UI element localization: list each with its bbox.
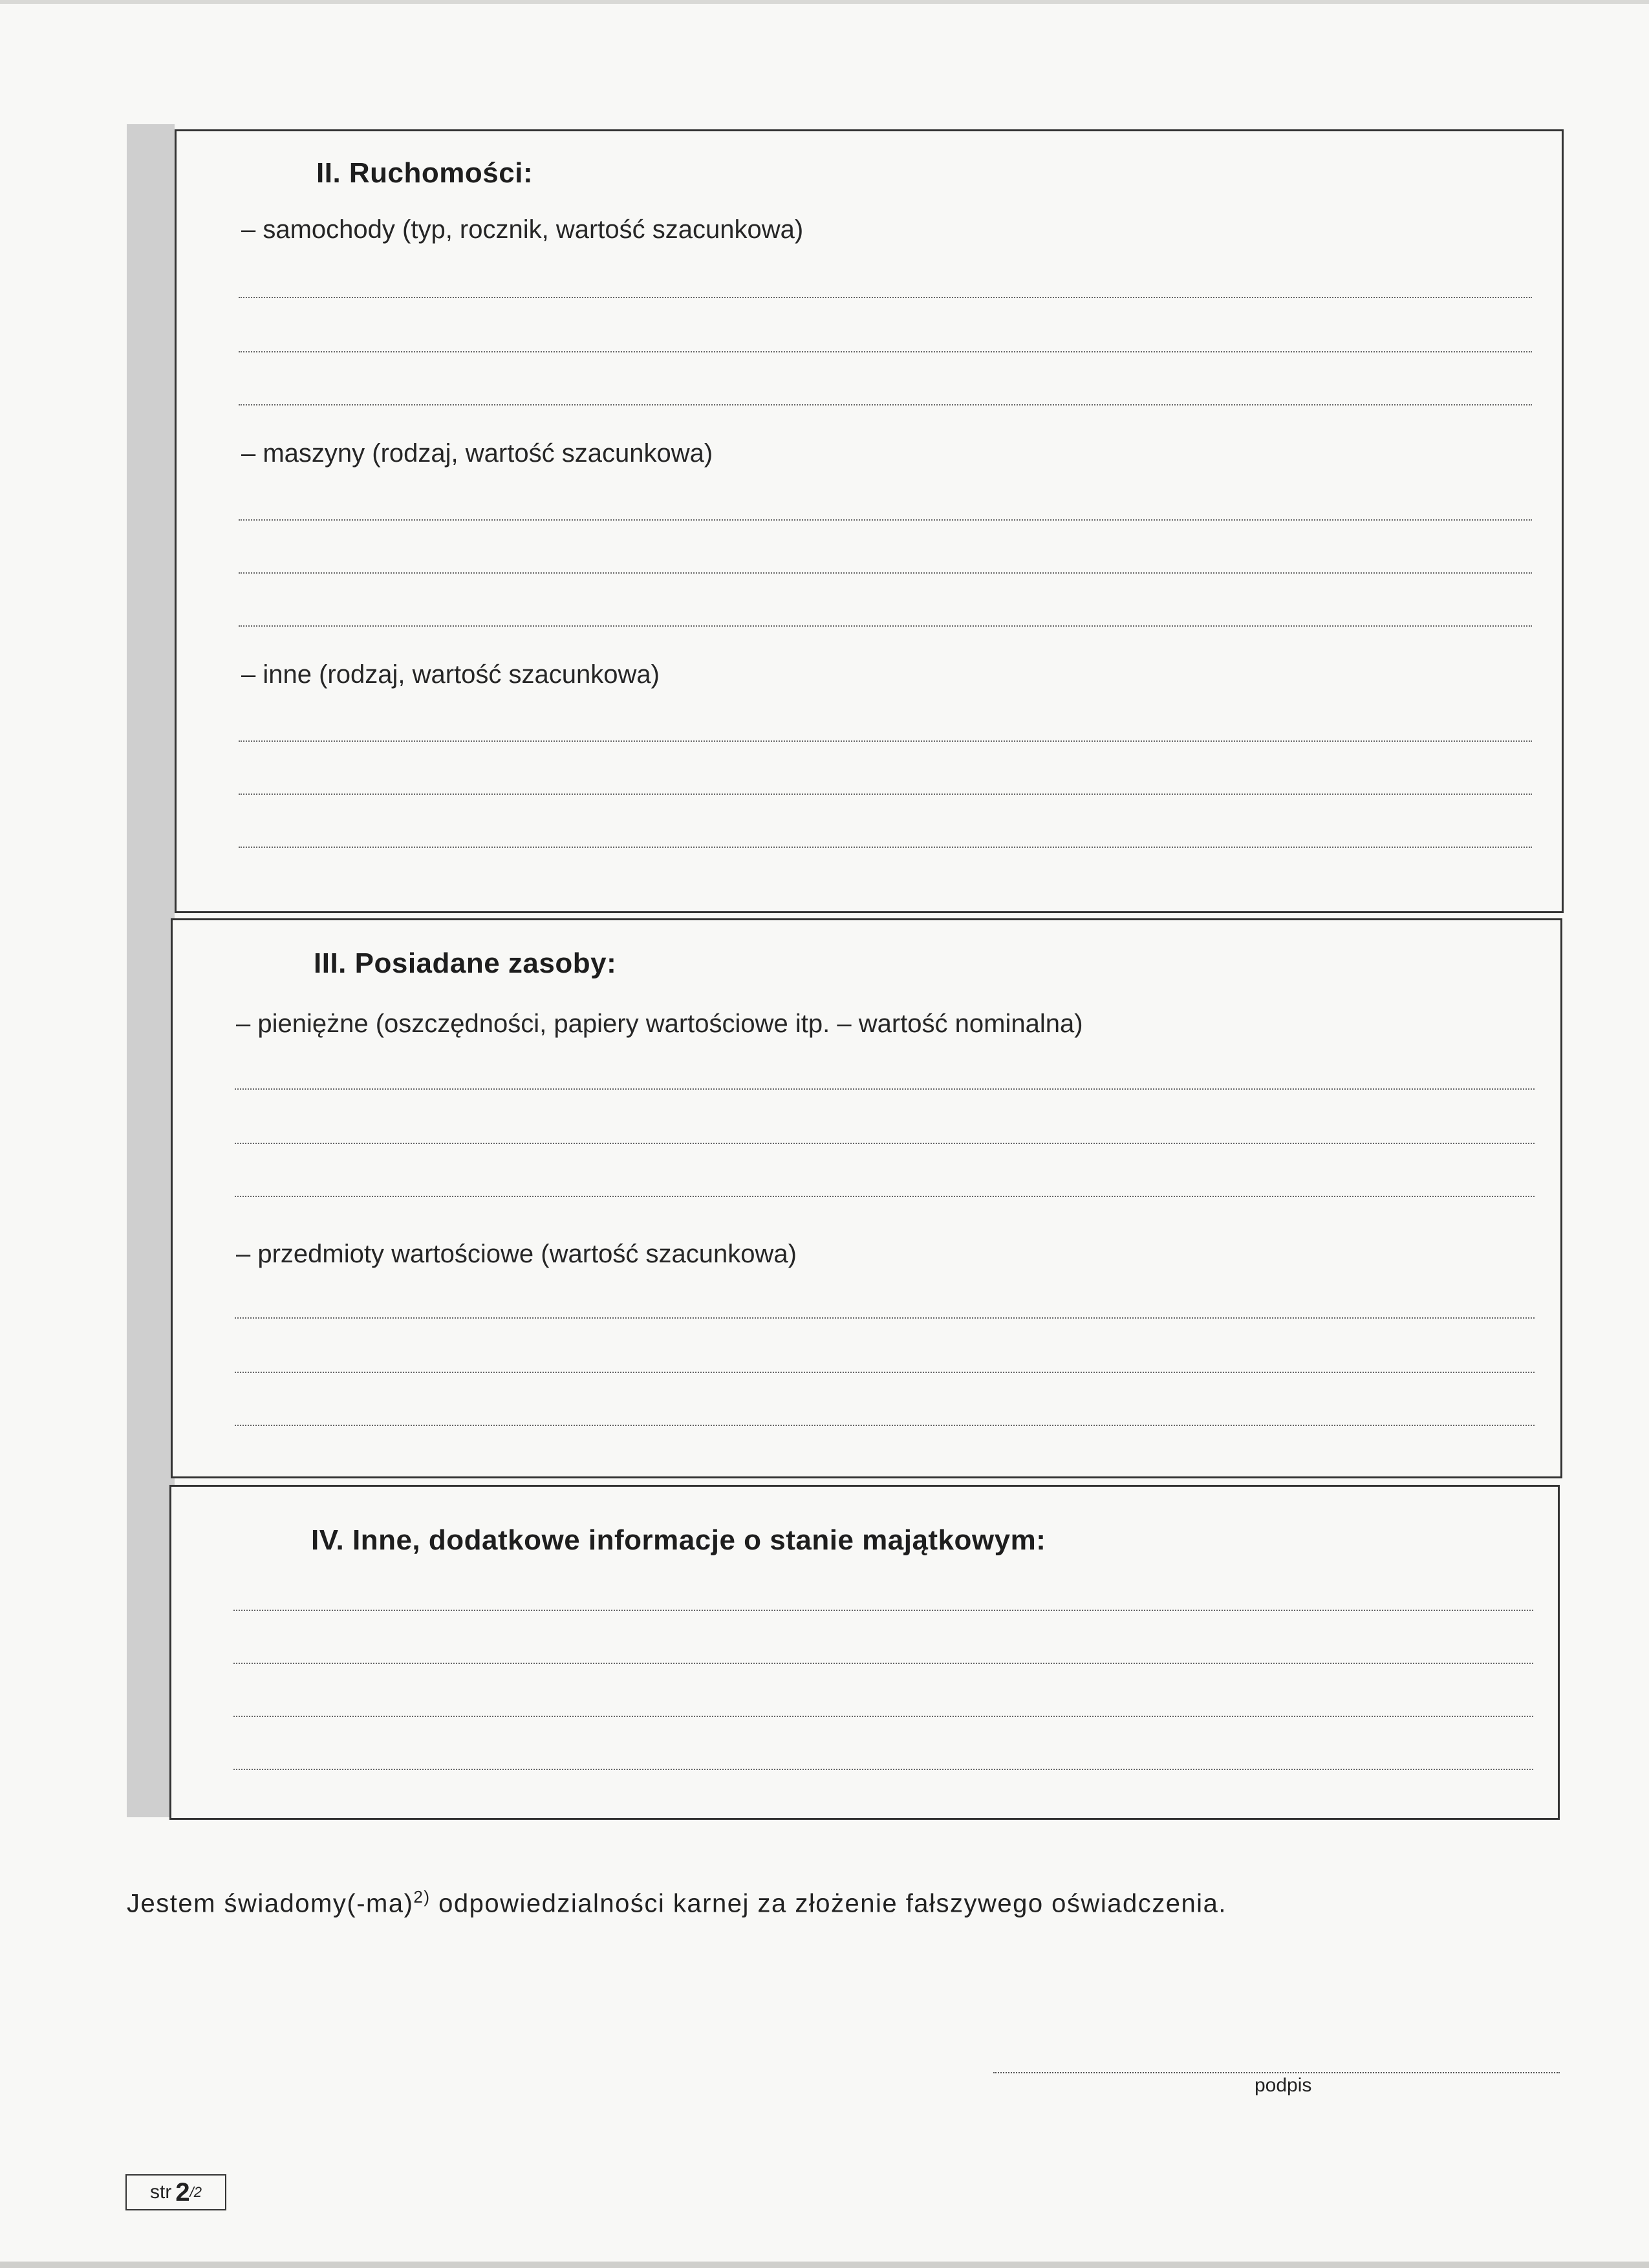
page-number: 2 <box>175 2177 190 2207</box>
section-heading: IV. Inne, dodatkowe informacje o stanie majątkowym: <box>311 1524 1046 1556</box>
answer-line[interactable] <box>235 1425 1535 1426</box>
signature-line[interactable] <box>993 2072 1560 2073</box>
item-other-label: – inne (rodzaj, wartość szacunkowa) <box>241 660 660 689</box>
answer-line[interactable] <box>239 572 1532 574</box>
answer-line[interactable] <box>233 1610 1533 1611</box>
page-prefix: str <box>150 2181 172 2203</box>
page-bottom-edge <box>0 2262 1649 2268</box>
liability-statement <box>127 1887 1227 1918</box>
item-valuables-label: – przedmioty wartościowe (wartość szacunkowa) <box>236 1240 797 1268</box>
answer-line[interactable] <box>233 1716 1533 1717</box>
answer-line[interactable] <box>239 404 1532 405</box>
answer-line[interactable] <box>235 1143 1535 1144</box>
item-cash-label: – pieniężne (oszczędności, papiery wartościowe itp. – wartość nominalna) <box>236 1010 1083 1038</box>
answer-line[interactable] <box>235 1196 1535 1197</box>
page-top-edge <box>0 0 1649 4</box>
answer-line[interactable] <box>239 740 1532 742</box>
answer-line[interactable] <box>239 519 1532 521</box>
answer-line[interactable] <box>233 1663 1533 1664</box>
footnote-marker: 2) <box>413 1887 431 1906</box>
answer-line[interactable] <box>239 625 1532 627</box>
section-heading: III. Posiadane zasoby: <box>314 947 617 979</box>
section-movables <box>175 129 1564 913</box>
section-resources <box>171 918 1562 1478</box>
statement-text: Jestem świadomy(-ma) <box>127 1889 414 1918</box>
signature-label: podpis <box>1255 2075 1312 2096</box>
answer-line[interactable] <box>235 1088 1535 1090</box>
answer-line[interactable] <box>239 794 1532 795</box>
left-gutter <box>127 124 175 1817</box>
answer-line[interactable] <box>239 847 1532 848</box>
answer-line[interactable] <box>235 1372 1535 1373</box>
answer-line[interactable] <box>233 1769 1533 1770</box>
item-machines-label: – maszyny (rodzaj, wartość szacunkowa) <box>241 439 713 468</box>
answer-line[interactable] <box>235 1317 1535 1319</box>
item-cars-label: – samochody (typ, rocznik, wartość szacunkowa) <box>241 215 804 244</box>
statement-text-continued: odpowiedzialności karnej za złożenie fałszywego oświadczenia. <box>430 1889 1227 1918</box>
page-number-box <box>125 2174 226 2210</box>
section-additional-info <box>169 1485 1560 1820</box>
answer-line[interactable] <box>239 297 1532 298</box>
answer-line[interactable] <box>239 351 1532 352</box>
page-total: /2 <box>189 2184 202 2200</box>
section-heading: II. Ruchomości: <box>316 157 534 189</box>
